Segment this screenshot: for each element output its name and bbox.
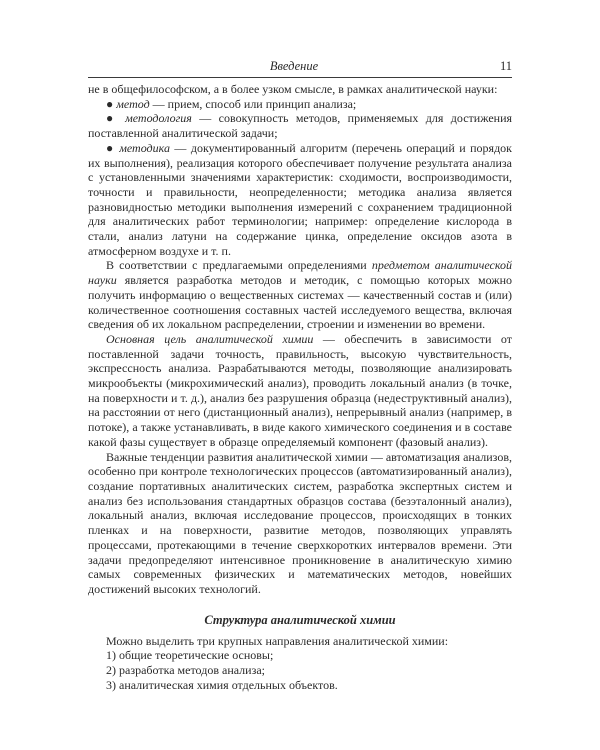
definition-term: метод (116, 96, 150, 111)
paragraph-term: Основная цель аналитической химии (106, 331, 314, 346)
definition-term: методика (119, 140, 170, 155)
paragraph-text: — обеспечить в зависимости от поставленной задачи точность, правильность, высокую чувствительность, экспрессность анализа. Разрабатываются методы, позволяющие анализировать микрообъекты (микрохимический анализ), проводить локальный анализ (в точке, на поверхности и т. д.), анализ без разрушения образца (недеструктивный анализ), на расстоянии от него (дистанционный анализ), непрерывный анализ (например, в потоке), а также устанавливать, в виде какого химического соединения и в составе какой фазы существует в образце определяемый компонент (фазовый анализ). (88, 331, 512, 449)
paragraph-subject (88, 258, 512, 332)
chapter-title: Введение (269, 59, 319, 73)
bullet-icon: ● (106, 111, 118, 126)
page-number: 11 (499, 59, 512, 73)
list-item: 1) общие теоретические основы; (106, 648, 274, 663)
paragraph-text: В соответствии с предлагаемыми определениями (106, 258, 372, 273)
list-item: 2) разработка методов анализа; (106, 663, 265, 678)
definition-text: — документированный алгоритм (перечень операций и порядок их выполнения), реализация которого обеспечивает получение результата анализа с установленными значениями характеристик: сходимости, воспроизводимости, точности и правильности, неопределенности; методика анализа является разновидностью методики выполнения измерений с сохранением традиционной для аналитических работ терминологии; например: определение кислорода в стали, анализ латуни на содержание цинка, определение оксидов азота в атмосферном воздухе и т. п. (88, 140, 513, 258)
definition-term: методология (125, 111, 192, 126)
bullet-icon: ● (106, 140, 115, 155)
definition-item (88, 141, 512, 259)
running-header (88, 58, 512, 78)
list-item: 3) аналитическая химия отдельных объектов. (106, 677, 338, 692)
definition-text: — совокупность методов, применяемых для достижения поставленной аналитической задачи; (88, 111, 513, 141)
section-heading: Структура аналитической химии (204, 612, 396, 627)
definition-item (88, 111, 512, 140)
intro-continuation: не в общефилософском, а в более узком смысле, в рамках аналитической науки: (88, 82, 498, 96)
paragraph-trends: Важные тенденции развития аналитической химии — автоматизация анализов, особенно при контроле технологических процессов (автоматизированный анализ), создание портативных аналитических систем, разработка экспертных систем и анализ без использования стандартных образцов состава (безэталонный анализ), локальный анализ, включая исследование процессов, происходящих в тонких пленках и на поверхности, развитие методов, позволяющих управлять процессами, протекающими в течение сверхкоротких интервалов времени. Эти задачи предопределяют интенсивное проникновение в аналитическую химию самых современных физических и математических методов, новейших достижений высоких технологий. (88, 449, 512, 596)
directions-list (88, 634, 512, 693)
paragraph-term: предметом аналитической науки (88, 258, 512, 288)
definition-item (88, 97, 512, 112)
bullet-icon: ● (106, 96, 114, 111)
page-body (88, 82, 512, 692)
paragraph-text: является разработка методов и методик, с помощью которых можно получить информацию о вещественных системах — качественный состав и (или) количественное соотношения составных частей исследуемого вещества, включая сведения об их локальном распределении, строении и изменении во времени. (88, 273, 512, 332)
paragraph-goal (88, 332, 512, 450)
definition-text: — прием, способ или принцип анализа; (149, 96, 357, 111)
list-intro: Можно выделить три крупных направления аналитической химии: (106, 633, 449, 648)
